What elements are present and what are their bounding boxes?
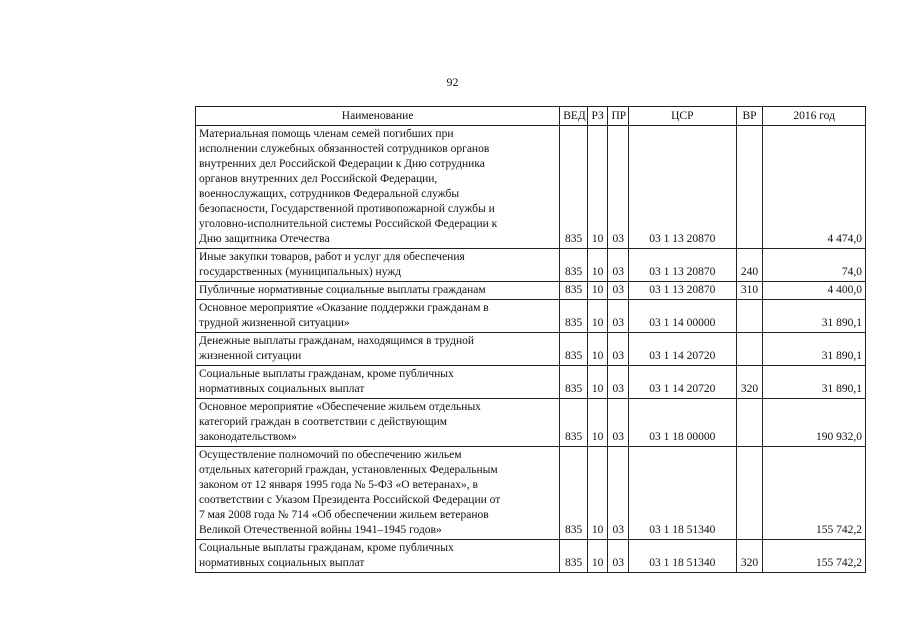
row-sum: 4 474,0	[763, 126, 866, 249]
row-csr: 03 1 14 20720	[628, 333, 736, 366]
row-sum: 31 890,1	[763, 366, 866, 399]
row-ved: 835	[560, 447, 588, 540]
row-vr: 310	[736, 282, 763, 300]
header-rz: РЗ	[587, 107, 608, 126]
row-csr: 03 1 14 20720	[628, 366, 736, 399]
row-rz: 10	[587, 249, 608, 282]
row-vr	[736, 399, 763, 447]
row-name-line: Социальные выплаты гражданам, кроме публичных	[199, 542, 454, 554]
row-name-line: Дню защитника Отечества	[199, 233, 330, 245]
row-csr: 03 1 13 20870	[628, 126, 736, 249]
row-rz: 10	[587, 399, 608, 447]
row-name-line: категорий граждан в соответствии с действующим	[199, 416, 448, 428]
row-csr: 03 1 18 51340	[628, 540, 736, 573]
row-vr	[736, 300, 763, 333]
table-row	[196, 447, 866, 540]
row-ved: 835	[560, 282, 588, 300]
row-csr: 03 1 18 00000	[628, 399, 736, 447]
row-pr: 03	[608, 249, 629, 282]
row-sum: 74,0	[763, 249, 866, 282]
row-csr: 03 1 14 00000	[628, 300, 736, 333]
row-name	[196, 282, 560, 300]
row-pr: 03	[608, 447, 629, 540]
row-name-line: соответствии с Указом Президента Российской Федерации от	[199, 494, 501, 506]
row-ved: 835	[560, 249, 588, 282]
row-rz: 10	[587, 366, 608, 399]
row-name-line: исполнении служебных обязанностей сотрудников органов	[199, 143, 490, 155]
row-rz: 10	[587, 126, 608, 249]
row-pr: 03	[608, 282, 629, 300]
table-row	[196, 282, 866, 300]
header-ved: ВЕД	[560, 107, 588, 126]
row-name-line: законом от 12 января 1995 года № 5-ФЗ «О ветеранах», в	[199, 479, 478, 491]
row-rz: 10	[587, 540, 608, 573]
row-ved: 835	[560, 540, 588, 573]
row-name	[196, 399, 560, 447]
row-vr: 240	[736, 249, 763, 282]
row-sum: 155 742,2	[763, 447, 866, 540]
row-vr	[736, 126, 763, 249]
row-ved: 835	[560, 333, 588, 366]
row-rz: 10	[587, 447, 608, 540]
budget-table	[195, 106, 866, 573]
row-name-line: нормативных социальных выплат	[199, 557, 365, 569]
row-rz: 10	[587, 300, 608, 333]
row-name	[196, 366, 560, 399]
row-name-line: трудной жизненной ситуации»	[199, 317, 350, 329]
row-csr: 03 1 18 51340	[628, 447, 736, 540]
row-vr: 320	[736, 540, 763, 573]
page-number: 92	[446, 75, 459, 89]
row-pr: 03	[608, 366, 629, 399]
row-name	[196, 333, 560, 366]
row-name-line: Социальные выплаты гражданам, кроме публичных	[199, 368, 454, 380]
table-row	[196, 333, 866, 366]
row-sum: 4 400,0	[763, 282, 866, 300]
table-row	[196, 300, 866, 333]
row-pr: 03	[608, 300, 629, 333]
row-name-line: внутренних дел Российской Федерации к Дню сотрудника	[199, 158, 485, 170]
row-pr: 03	[608, 333, 629, 366]
row-name-line: Публичные нормативные социальные выплаты гражданам	[199, 284, 486, 296]
row-name	[196, 300, 560, 333]
table-row	[196, 366, 866, 399]
table-row	[196, 126, 866, 249]
row-pr: 03	[608, 399, 629, 447]
row-sum: 155 742,2	[763, 540, 866, 573]
row-csr: 03 1 13 20870	[628, 282, 736, 300]
row-name-line: Основное мероприятие «Обеспечение жильем отдельных	[199, 401, 481, 413]
row-name-line: Денежные выплаты гражданам, находящимся в трудной	[199, 335, 475, 347]
header-year: 2016 год	[763, 107, 866, 126]
row-name	[196, 540, 560, 573]
row-name-line: Материальная помощь членам семей погибших при	[199, 128, 454, 140]
row-name-line: государственных (муниципальных) нужд	[199, 266, 402, 278]
row-rz: 10	[587, 333, 608, 366]
row-ved: 835	[560, 366, 588, 399]
row-name-line: уголовно-исполнительной системы Российской Федерации к	[199, 218, 498, 230]
row-name-line: органов внутренних дел Российской Федерации,	[199, 173, 438, 185]
row-name-line: нормативных социальных выплат	[199, 383, 365, 395]
row-vr	[736, 333, 763, 366]
row-name-line: военнослужащих, сотрудников Федеральной службы	[199, 188, 460, 200]
row-sum: 190 932,0	[763, 399, 866, 447]
row-vr	[736, 447, 763, 540]
row-sum: 31 890,1	[763, 300, 866, 333]
row-name	[196, 447, 560, 540]
row-pr: 03	[608, 540, 629, 573]
row-name-line: Иные закупки товаров, работ и услуг для обеспечения	[199, 251, 465, 263]
table-row	[196, 540, 866, 573]
row-sum: 31 890,1	[763, 333, 866, 366]
header-vr: ВР	[736, 107, 763, 126]
table-row	[196, 249, 866, 282]
table-row	[196, 399, 866, 447]
row-name	[196, 249, 560, 282]
row-name-line: безопасности, Государственной противопожарной службы и	[199, 203, 495, 215]
row-name-line: 7 мая 2008 года № 714 «Об обеспечении жильем ветеранов	[199, 509, 489, 521]
table-header-row	[196, 107, 866, 126]
row-ved: 835	[560, 399, 588, 447]
row-name-line: Осуществление полномочий по обеспечению жильем	[199, 449, 462, 461]
row-name-line: Великой Отечественной войны 1941–1945 годов»	[199, 524, 442, 536]
row-name-line: жизненной ситуации	[199, 350, 302, 362]
row-name-line: законодательством»	[199, 431, 297, 443]
header-name: Наименование	[196, 107, 560, 126]
row-vr: 320	[736, 366, 763, 399]
row-name-line: Основное мероприятие «Оказание поддержки гражданам в	[199, 302, 489, 314]
header-pr: ПР	[608, 107, 629, 126]
row-csr: 03 1 13 20870	[628, 249, 736, 282]
row-pr: 03	[608, 126, 629, 249]
row-ved: 835	[560, 126, 588, 249]
table-body	[196, 126, 866, 573]
row-rz: 10	[587, 282, 608, 300]
header-csr: ЦСР	[628, 107, 736, 126]
row-name	[196, 126, 560, 249]
row-name-line: отдельных категорий граждан, установленных Федеральным	[199, 464, 498, 476]
row-ved: 835	[560, 300, 588, 333]
